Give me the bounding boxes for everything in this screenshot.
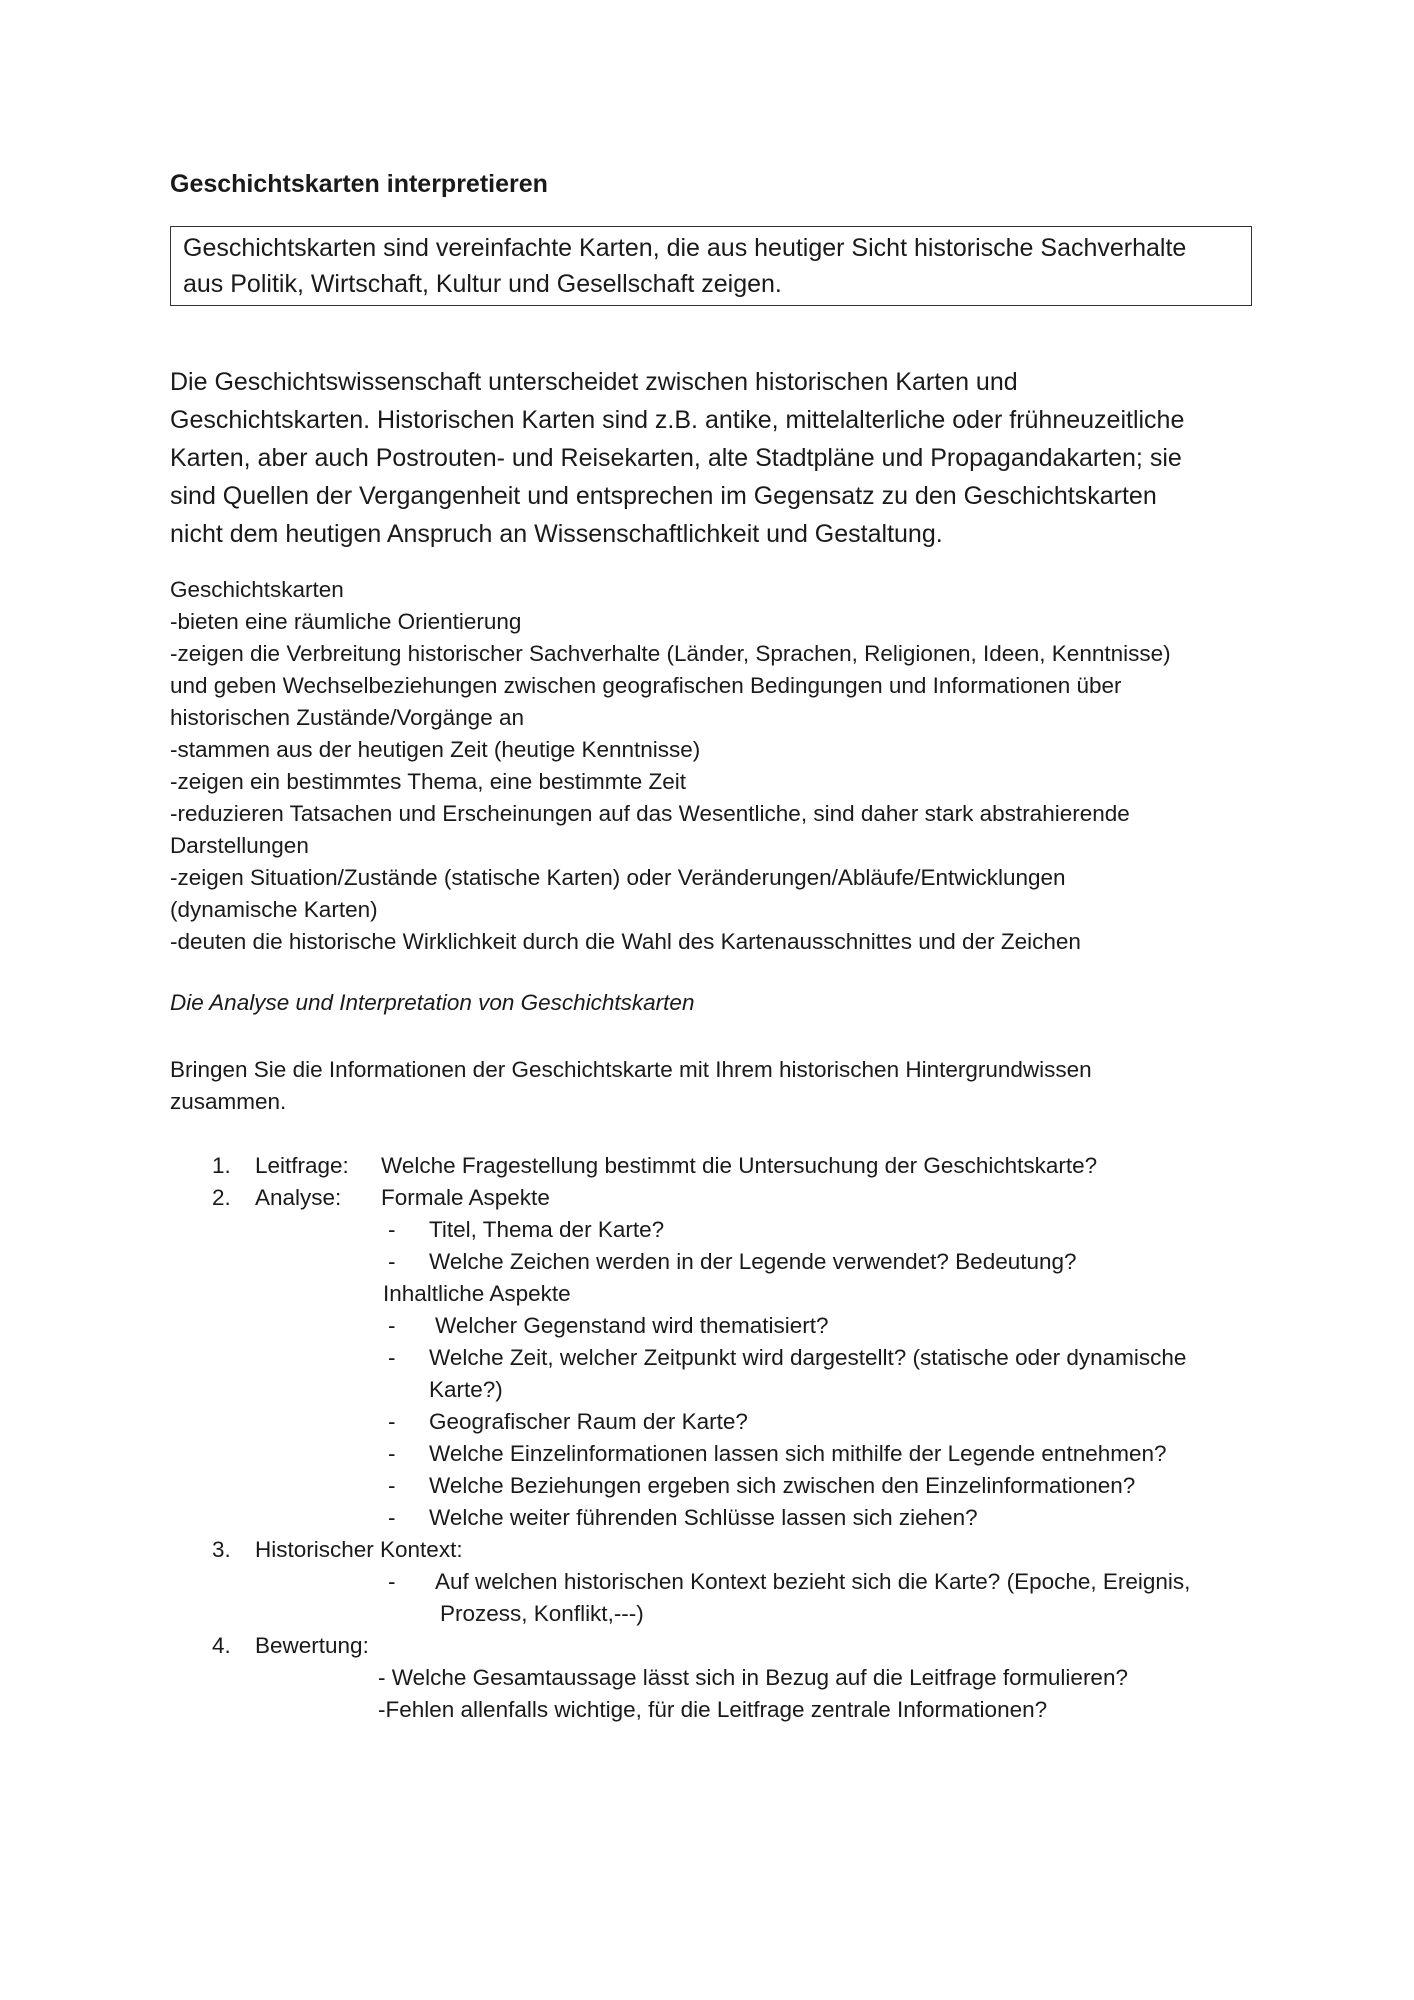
instruction-paragraph (170, 1054, 1092, 1118)
properties-line: -reduzieren Tatsachen und Erscheinungen auf das Wesentliche, sind daher stark abstrahierende (170, 801, 1130, 826)
list-item: -Fehlen allenfalls wichtige, für die Leitfrage zentrale Informationen? (378, 1697, 1048, 1722)
list-item: Welche Zeichen werden in der Legende verwendet? Bedeutung? (429, 1249, 1077, 1274)
properties-line: Darstellungen (170, 833, 309, 858)
bullet-dash: - (388, 1473, 396, 1498)
properties-line: und geben Wechselbeziehungen zwischen geografischen Bedingungen und Informationen über (170, 673, 1122, 698)
intro-line: Karten, aber auch Postrouten- und Reisekarten, alte Stadtpläne und Propagandakarten; sie (170, 444, 1182, 472)
step-number: 3. (212, 1537, 231, 1562)
step-number: 1. (212, 1153, 231, 1178)
bullet-dash: - (388, 1441, 396, 1466)
properties-line: -bieten eine räumliche Orientierung (170, 609, 522, 634)
properties-line: historischen Zustände/Vorgänge an (170, 705, 524, 730)
properties-list (170, 574, 1171, 958)
content-aspects-heading: Inhaltliche Aspekte (383, 1281, 571, 1306)
list-item: Welche Zeit, welcher Zeitpunkt wird dargestellt? (statische oder dynamische (429, 1345, 1187, 1370)
step-text: Welche Fragestellung bestimmt die Untersuchung der Geschichtskarte? (381, 1153, 1098, 1178)
step-number: 2. (212, 1185, 231, 1210)
intro-line: Geschichtskarten. Historischen Karten sind z.B. antike, mittelalterliche oder frühneuzeitliche (170, 406, 1185, 434)
intro-line: Die Geschichtswissenschaft unterscheidet zwischen historischen Karten und (170, 368, 1018, 396)
definition-line: aus Politik, Wirtschaft, Kultur und Gesellschaft zeigen. (183, 270, 782, 298)
intro-paragraph (170, 363, 1184, 553)
section-subheading: Die Analyse und Interpretation von Geschichtskarten (170, 990, 695, 1015)
properties-line: -zeigen die Verbreitung historischer Sachverhalte (Länder, Sprachen, Religionen, Ideen, Kenntnisse) (170, 641, 1171, 666)
instruction-line: Bringen Sie die Informationen der Geschichtskarte mit Ihrem historischen Hintergrundwissen (170, 1057, 1092, 1082)
list-item: Welcher Gegenstand wird thematisiert? (435, 1313, 829, 1338)
list-item: Geografischer Raum der Karte? (429, 1409, 748, 1434)
bullet-dash: - (388, 1217, 396, 1242)
page-title: Geschichtskarten interpretieren (170, 170, 548, 198)
instruction-line: zusammen. (170, 1089, 287, 1114)
bullet-dash: - (388, 1313, 396, 1338)
list-item: Welche Einzelinformationen lassen sich mithilfe der Legende entnehmen? (429, 1441, 1167, 1466)
list-item: Titel, Thema der Karte? (429, 1217, 665, 1242)
bullet-dash: - (388, 1249, 396, 1274)
bullet-dash: - (388, 1569, 396, 1594)
list-item: Auf welchen historischen Kontext bezieht sich die Karte? (Epoche, Ereignis, (435, 1569, 1191, 1594)
step-number: 4. (212, 1633, 231, 1658)
bullet-dash: - (388, 1409, 396, 1434)
properties-line: -deuten die historische Wirklichkeit durch die Wahl des Kartenausschnittes und der Zeichen (170, 929, 1081, 954)
properties-line: (dynamische Karten) (170, 897, 378, 922)
step-label: Bewertung: (255, 1633, 369, 1658)
step-label: Leitfrage: (255, 1153, 349, 1178)
definition-box (170, 226, 1252, 306)
intro-line: sind Quellen der Vergangenheit und entsprechen im Gegensatz zu den Geschichtskarten (170, 482, 1157, 510)
step-label: Analyse: (255, 1185, 342, 1210)
properties-line: Geschichtskarten (170, 577, 344, 602)
list-item: Welche weiter führenden Schlüsse lassen sich ziehen? (429, 1505, 978, 1530)
bullet-dash: - (388, 1345, 396, 1370)
list-item: Prozess, Konflikt,---) (440, 1601, 644, 1626)
bullet-dash: - (388, 1505, 396, 1530)
step-label: Historischer Kontext: (255, 1537, 463, 1562)
list-item: Karte?) (429, 1377, 503, 1402)
list-item: - Welche Gesamtaussage lässt sich in Bezug auf die Leitfrage formulieren? (378, 1665, 1128, 1690)
formal-aspects-heading: Formale Aspekte (381, 1185, 550, 1210)
list-item: Welche Beziehungen ergeben sich zwischen den Einzelinformationen? (429, 1473, 1136, 1498)
intro-line: nicht dem heutigen Anspruch an Wissenschaftlichkeit und Gestaltung. (170, 520, 943, 548)
properties-line: -stammen aus der heutigen Zeit (heutige Kenntnisse) (170, 737, 701, 762)
properties-line: -zeigen Situation/Zustände (statische Karten) oder Veränderungen/Abläufe/Entwicklungen (170, 865, 1066, 890)
definition-line: Geschichtskarten sind vereinfachte Karten, die aus heutiger Sicht historische Sachverhalte (183, 234, 1187, 262)
properties-line: -zeigen ein bestimmtes Thema, eine bestimmte Zeit (170, 769, 687, 794)
